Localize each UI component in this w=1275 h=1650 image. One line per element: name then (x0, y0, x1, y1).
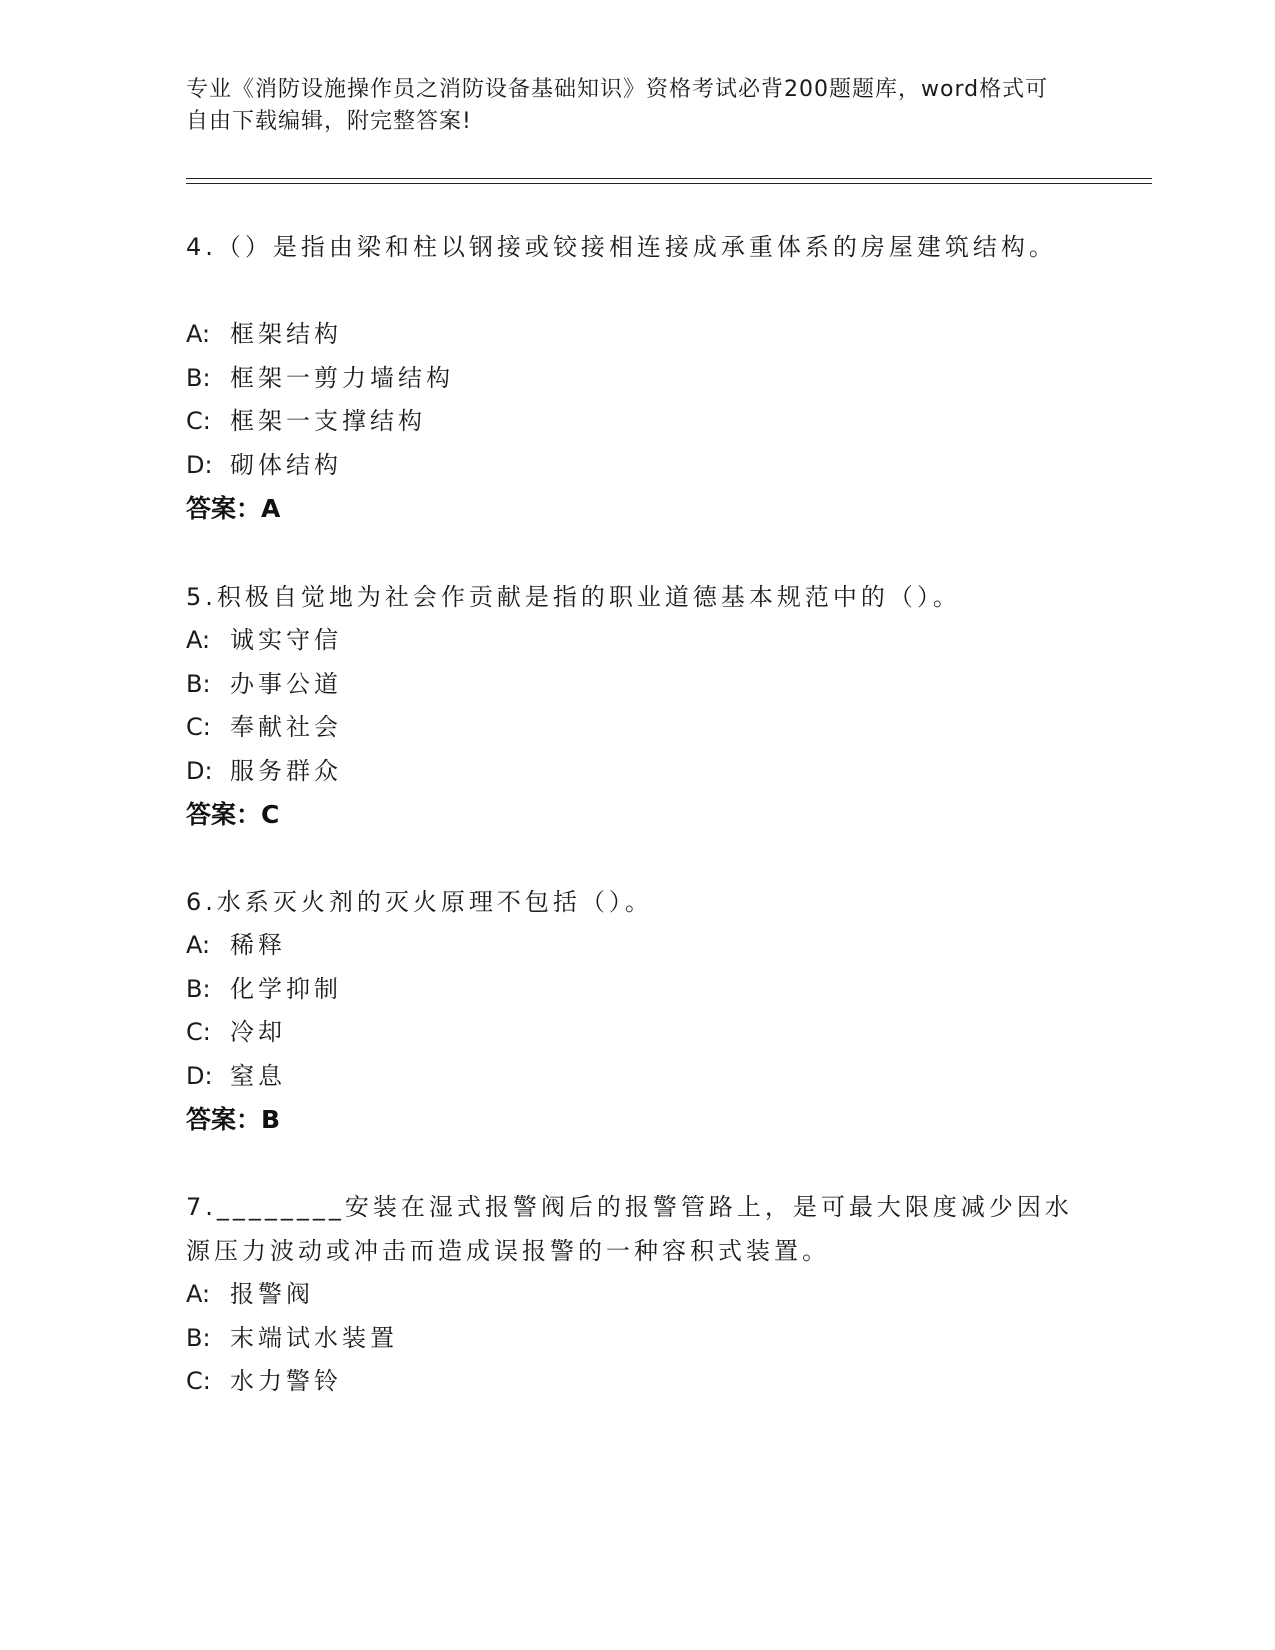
option-text: 砌体结构 (230, 451, 342, 479)
option-letter: C: (186, 713, 211, 741)
option-text: 奉献社会 (230, 713, 342, 741)
option-letter: B: (186, 1324, 211, 1352)
header-divider (186, 178, 1152, 179)
option-text: 诚实守信 (230, 626, 342, 654)
option-c (186, 1359, 342, 1403)
option-letter: A: (186, 1280, 211, 1308)
option-b (186, 967, 342, 1011)
option-c (186, 705, 342, 749)
option-letter: A: (186, 626, 211, 654)
option-text: 框架结构 (230, 320, 342, 348)
option-d (186, 749, 342, 793)
option-text: 冷却 (230, 1018, 286, 1046)
option-text: 末端试水装置 (230, 1324, 398, 1352)
option-letter: D: (186, 451, 213, 479)
option-letter: D: (186, 1062, 213, 1090)
option-c (186, 1010, 286, 1054)
answer-line: 答案：B (186, 1105, 281, 1134)
option-text: 报警阀 (230, 1280, 314, 1308)
option-letter: C: (186, 407, 211, 435)
option-d (186, 1054, 286, 1098)
option-text: 框架一剪力墙结构 (230, 364, 454, 392)
question-text: 7.________安装在湿式报警阀后的报警管路上，是可最大限度减少因水源压力波动或冲击而造成误报警的一种容积式装置。 (186, 1193, 1073, 1265)
option-c (186, 399, 426, 443)
option-letter: C: (186, 1018, 211, 1046)
question-text: 4.（）是指由梁和柱以钢接或铰接相连接成承重体系的房屋建筑结构。 (186, 233, 1057, 261)
option-letter: A: (186, 931, 211, 959)
answer-line: 答案：A (186, 494, 281, 523)
option-letter: C: (186, 1367, 211, 1395)
option-b (186, 356, 454, 400)
option-b (186, 1316, 398, 1360)
option-b (186, 662, 342, 706)
option-a (186, 312, 342, 356)
option-d (186, 443, 342, 487)
option-text: 水力警铃 (230, 1367, 342, 1395)
option-text: 服务群众 (230, 757, 342, 785)
option-a (186, 923, 286, 967)
option-letter: D: (186, 757, 213, 785)
option-letter: B: (186, 670, 211, 698)
option-letter: B: (186, 364, 211, 392)
question-text: 6.水系灭火剂的灭火原理不包括（）。 (186, 888, 653, 916)
option-letter: A: (186, 320, 211, 348)
option-text: 框架一支撑结构 (230, 407, 426, 435)
option-letter: B: (186, 975, 211, 1003)
header-divider-double (186, 183, 1152, 184)
document-header: 专业《消防设施操作员之消防设备基础知识》资格考试必背200题题库，word格式可自由下载编辑，附完整答案! (186, 77, 1049, 134)
answer-line: 答案：C (186, 800, 280, 829)
question-text: 5.积极自觉地为社会作贡献是指的职业道德基本规范中的（）。 (186, 583, 961, 611)
option-text: 窒息 (230, 1062, 286, 1090)
option-text: 办事公道 (230, 670, 342, 698)
option-a (186, 1272, 314, 1316)
option-text: 化学抑制 (230, 975, 342, 1003)
option-text: 稀释 (230, 931, 286, 959)
option-a (186, 618, 342, 662)
